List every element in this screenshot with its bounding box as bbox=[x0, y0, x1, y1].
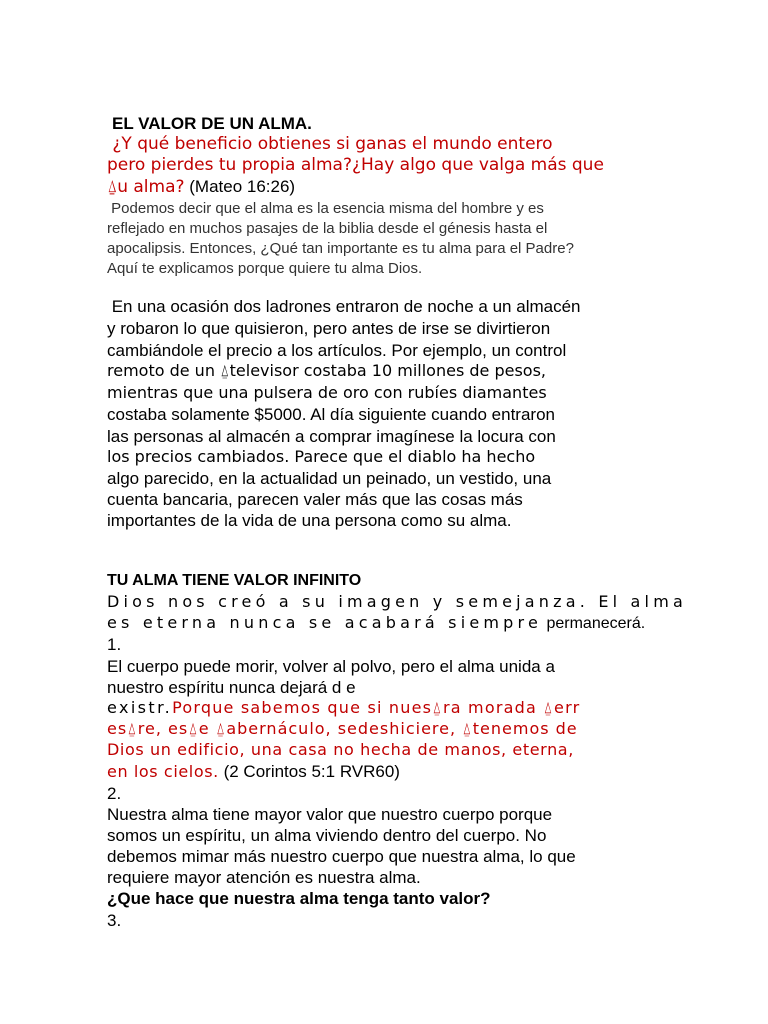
list-number: 1. bbox=[107, 635, 122, 654]
verse-line-with-reference bbox=[107, 763, 400, 781]
verse-text: ⍙u alma? bbox=[107, 177, 185, 197]
intro-line: reflejado en muchos pasajes de la biblia desde el génesis hasta el bbox=[107, 220, 548, 237]
section-line: Dios nos creó a su imagen y semejanza. El alma bbox=[107, 592, 687, 611]
paragraph-line: El cuerpo puede morir, volver al polvo, pero el alma unida a bbox=[107, 657, 555, 676]
paragraph-line-with-verse bbox=[107, 700, 580, 717]
plain-text: permanecerá. bbox=[542, 615, 646, 632]
paragraph-line: Nuestra alma tiene mayor valor que nuestro cuerpo porque bbox=[107, 805, 553, 824]
story-line: importantes de la vida de una persona como su alma. bbox=[107, 511, 512, 530]
document-title: EL VALOR DE UN ALMA. bbox=[112, 114, 312, 133]
story-line: costaba solamente $5000. Al día siguiente cuando entraron bbox=[107, 405, 555, 424]
verse-line: Dios un edificio, una casa no hecha de manos, eterna, bbox=[107, 740, 574, 759]
verse-line: ¿Y qué beneficio obtienes si ganas el mundo entero bbox=[107, 134, 553, 154]
verse-text: en los cielos. bbox=[107, 762, 219, 781]
section-heading: TU ALMA TIENE VALOR INFINITO bbox=[107, 572, 362, 589]
section-line bbox=[107, 615, 645, 632]
spaced-text: existr. bbox=[107, 698, 173, 717]
story-line: remoto de un ⍙televisor costaba 10 millones de pesos, bbox=[107, 361, 546, 380]
story-line: cuenta bancaria, parecen valer más que las cosas más bbox=[107, 490, 523, 509]
story-line: En una ocasión dos ladrones entraron de noche a un almacén bbox=[107, 297, 581, 316]
verse-line: es⍙re, es⍙e ⍙abernáculo, sedeshiciere, ⍙tenemos de bbox=[107, 719, 578, 738]
intro-line: Aquí te explicamos porque quiere tu alma Dios. bbox=[107, 260, 423, 277]
verse-reference: (Mateo 16:26) bbox=[184, 177, 296, 196]
spaced-text: es eterna nunca se acabará siempre bbox=[107, 613, 543, 632]
story-line: cambiándole el precio a los artículos. Por ejemplo, un control bbox=[107, 341, 567, 360]
story-line: los precios cambiados. Parece que el diablo ha hecho bbox=[107, 447, 536, 466]
verse-line: pero pierdes tu propia alma?¿Hay algo que valga más que bbox=[107, 155, 604, 175]
paragraph-line: somos un espíritu, un alma viviendo dentro del cuerpo. No bbox=[107, 826, 547, 845]
list-number: 2. bbox=[107, 784, 122, 803]
paragraph-line: nuestro espíritu nunca dejará d e bbox=[107, 678, 356, 697]
story-line: mientras que una pulsera de oro con rubíes diamantes bbox=[107, 383, 547, 402]
section-question: ¿Que hace que nuestra alma tenga tanto valor? bbox=[107, 889, 491, 908]
verse-reference: (2 Corintos 5:1 RVR60) bbox=[218, 762, 400, 781]
story-line: algo parecido, en la actualidad un peinado, un vestido, una bbox=[107, 469, 552, 488]
intro-line: Podemos decir que el alma es la esencia misma del hombre y es bbox=[107, 200, 544, 217]
intro-line: apocalipsis. Entonces, ¿Qué tan importante es tu alma para el Padre? bbox=[107, 240, 574, 257]
verse-line-with-reference bbox=[107, 178, 295, 196]
paragraph-line: requiere mayor atención es nuestra alma. bbox=[107, 868, 421, 887]
story-line: las personas al almacén a comprar imagínese la locura con bbox=[107, 427, 556, 446]
paragraph-line: debemos mimar más nuestro cuerpo que nuestra alma, lo que bbox=[107, 847, 576, 866]
list-number: 3. bbox=[107, 911, 122, 930]
story-line: y robaron lo que quisieron, pero antes de irse se divirtieron bbox=[107, 319, 551, 338]
verse-text: Porque sabemos que si nues⍙ra morada ⍙err bbox=[172, 698, 581, 717]
